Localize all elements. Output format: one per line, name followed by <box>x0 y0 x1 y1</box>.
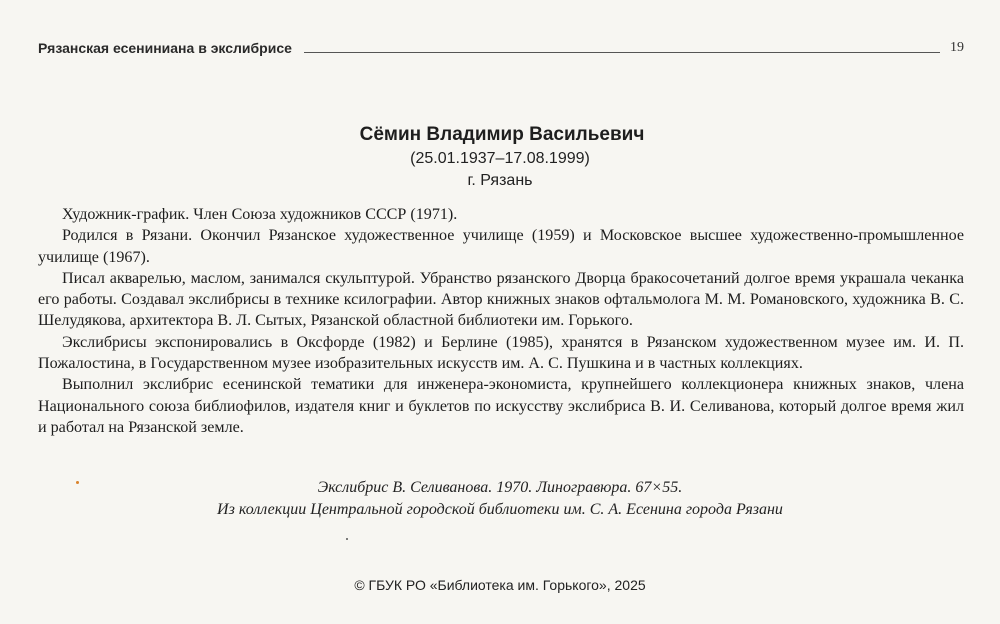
caption-line: Из коллекции Центральной городской библиотеки им. С. А. Есенина города Рязани <box>217 501 783 518</box>
running-title: Рязанская есениниана в экслибрисе <box>38 40 292 56</box>
person-city: г. Рязань <box>467 172 533 189</box>
copyright-footer: © ГБУК РО «Библиотека им. Горького», 2025 <box>354 577 646 593</box>
running-header <box>38 38 964 60</box>
bio-paragraph: Выполнил экслибрис есенинской тематики для инженера-экономиста, крупнейшего коллекционера книжных знаков, члена Национального союза библиофилов, издателя книг и буклетов по искусству экслибриса В. И. Селиванова, который долгое время жил и работал на Рязанской земле. <box>38 376 964 436</box>
bio-paragraph: Родился в Рязани. Окончил Рязанское художественное училище (1959) и Московское высшее художественно-промышленное училище (1967). <box>38 227 964 266</box>
bio-paragraph: Художник-график. Член Союза художников СССР (1971). <box>62 206 458 223</box>
paper-speck <box>346 538 348 540</box>
paper-speck <box>76 481 79 484</box>
illustration-caption <box>0 477 1000 521</box>
caption-line: Экслибрис В. Селиванова. 1970. Линогравюра. 67×55. <box>317 479 683 496</box>
bio-paragraph: Писал акварелью, маслом, занимался скульптурой. Убранство рязанского Дворца бракосочетаний долгое время украшала чеканка его работы. Создавал экслибрисы в технике ксилографии. Автор книжных знаков офтальмолога М. М. Романовского, художника В. С. Шелудякова, архитектора В. Л. Сытых, Рязанской областной библиотеки им. Горького. <box>38 269 964 330</box>
header-rule <box>304 52 940 53</box>
entry-heading <box>0 122 1000 192</box>
page-number: 19 <box>950 40 964 55</box>
person-name: Сёмин Владимир Васильевич <box>359 124 645 145</box>
person-life-dates: (25.01.1937–17.08.1999) <box>410 150 590 167</box>
biography-text <box>38 204 964 438</box>
bio-paragraph: Экслибрисы экспонировались в Оксфорде (1982) и Берлине (1985), хранятся в Рязанском художественном музее им. И. П. Пожалостина, в Государственном музее изобразительных искусств им. А. С. Пушкина и в частных коллекциях. <box>38 333 964 373</box>
